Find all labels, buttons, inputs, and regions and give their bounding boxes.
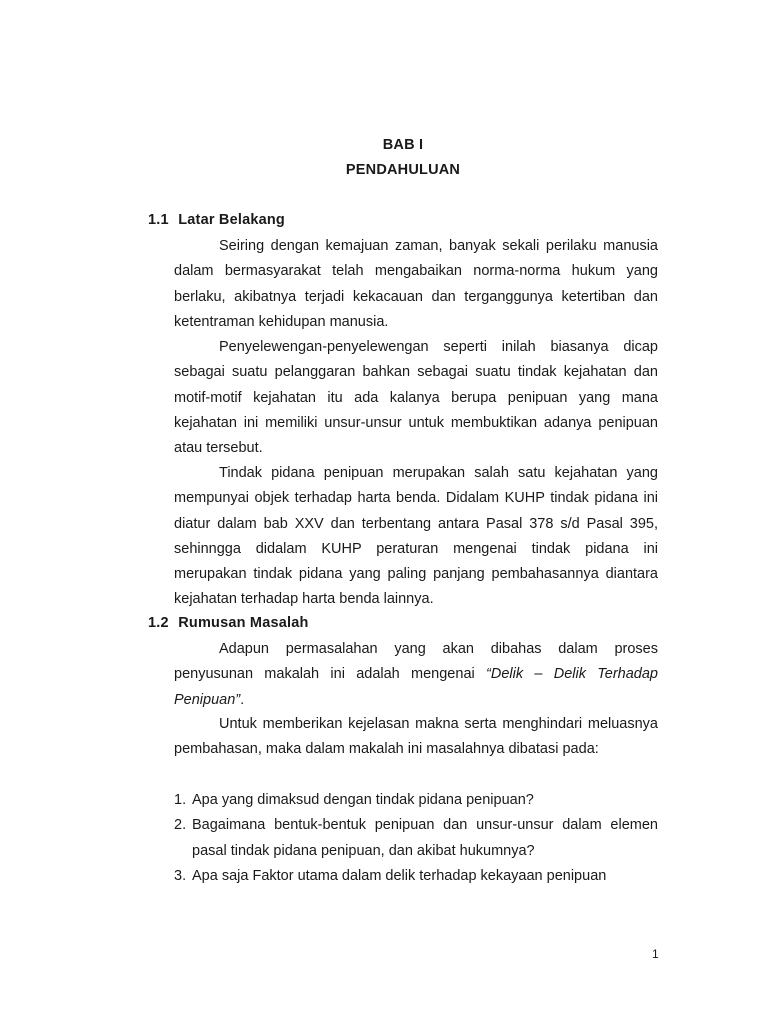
chapter-title: PENDAHULUAN [345, 162, 461, 178]
list-item-text: Bagaimana bentuk-bentuk penipuan dan unsur-unsur dalam elemen pasal tindak pidana penipuan, dan akibat hukumnya? [192, 817, 658, 859]
paragraph: Tindak pidana penipuan merupakan salah satu kejahatan yang mempunyai objek terhadap harta benda. Didalam KUHP tindak pidana ini diatur dalam bab XXV dan terbentang antara Pasal 378 s/d Pasal 395, sehinngga didalam KUHP peraturan mengenai tindak pidana ini merupakan tindak pidana yang paling panjang pembahasannya diantara kejahatan terhadap harta benda lainnya. [174, 465, 658, 608]
list-item [174, 813, 658, 864]
list-item-text: Apa yang dimaksud dengan tindak pidana penipuan? [192, 792, 534, 808]
list-item-text: Apa saja Faktor utama dalam delik terhadap kekayaan penipuan [192, 867, 607, 884]
section-number: 1.2 [148, 615, 169, 631]
page-number: 1 [652, 947, 659, 961]
section-number: 1.1 [148, 212, 169, 228]
list-marker: 3. [174, 867, 187, 884]
section-heading-rumusan-masalah [148, 615, 309, 631]
list-item [174, 864, 658, 889]
intro-italic-title: “Delik – Delik Terhadap Penipuan” [174, 666, 658, 708]
paragraph: Penyelewengan-penyelewengan seperti inilah biasanya dicap sebagai suatu pelanggaran bahkan sebagai suatu tindak kejahatan dan motif-motif kejahatan itu ada kalanya berupa penipuan yang mana kejahatan ini memiliki unsur-unsur untuk membuktikan adanya penipuan atau tersebut. [174, 339, 658, 457]
intro-text: Adapun permasalahan yang akan dibahas dalam proses penyusunan makalah ini adalah mengenai [174, 641, 658, 683]
problem-list [174, 788, 658, 889]
paragraph-intro [174, 637, 658, 713]
intro-end: . [240, 691, 245, 708]
section-heading-latar-belakang [148, 212, 285, 228]
section-title: Rumusan Masalah [178, 615, 309, 631]
paragraph: Seiring dengan kemajuan zaman, banyak sekali perilaku manusia dalam bermasyarakat telah mengabaikan norma-norma hukum yang berlaku, akibatnya terjadi kekacauan dan terganggunya ketertiban dan ketentraman kehidupan manusia. [174, 238, 658, 330]
section-title: Latar Belakang [178, 212, 285, 228]
chapter-label: BAB I [382, 137, 424, 153]
list-marker: 2. [174, 817, 187, 834]
paragraph: Untuk memberikan kejelasan makna serta menghindari meluasnya pembahasan, maka dalam makalah ini masalahnya dibatasi pada: [174, 716, 658, 758]
list-marker: 1. [174, 792, 187, 808]
list-item [174, 788, 658, 813]
